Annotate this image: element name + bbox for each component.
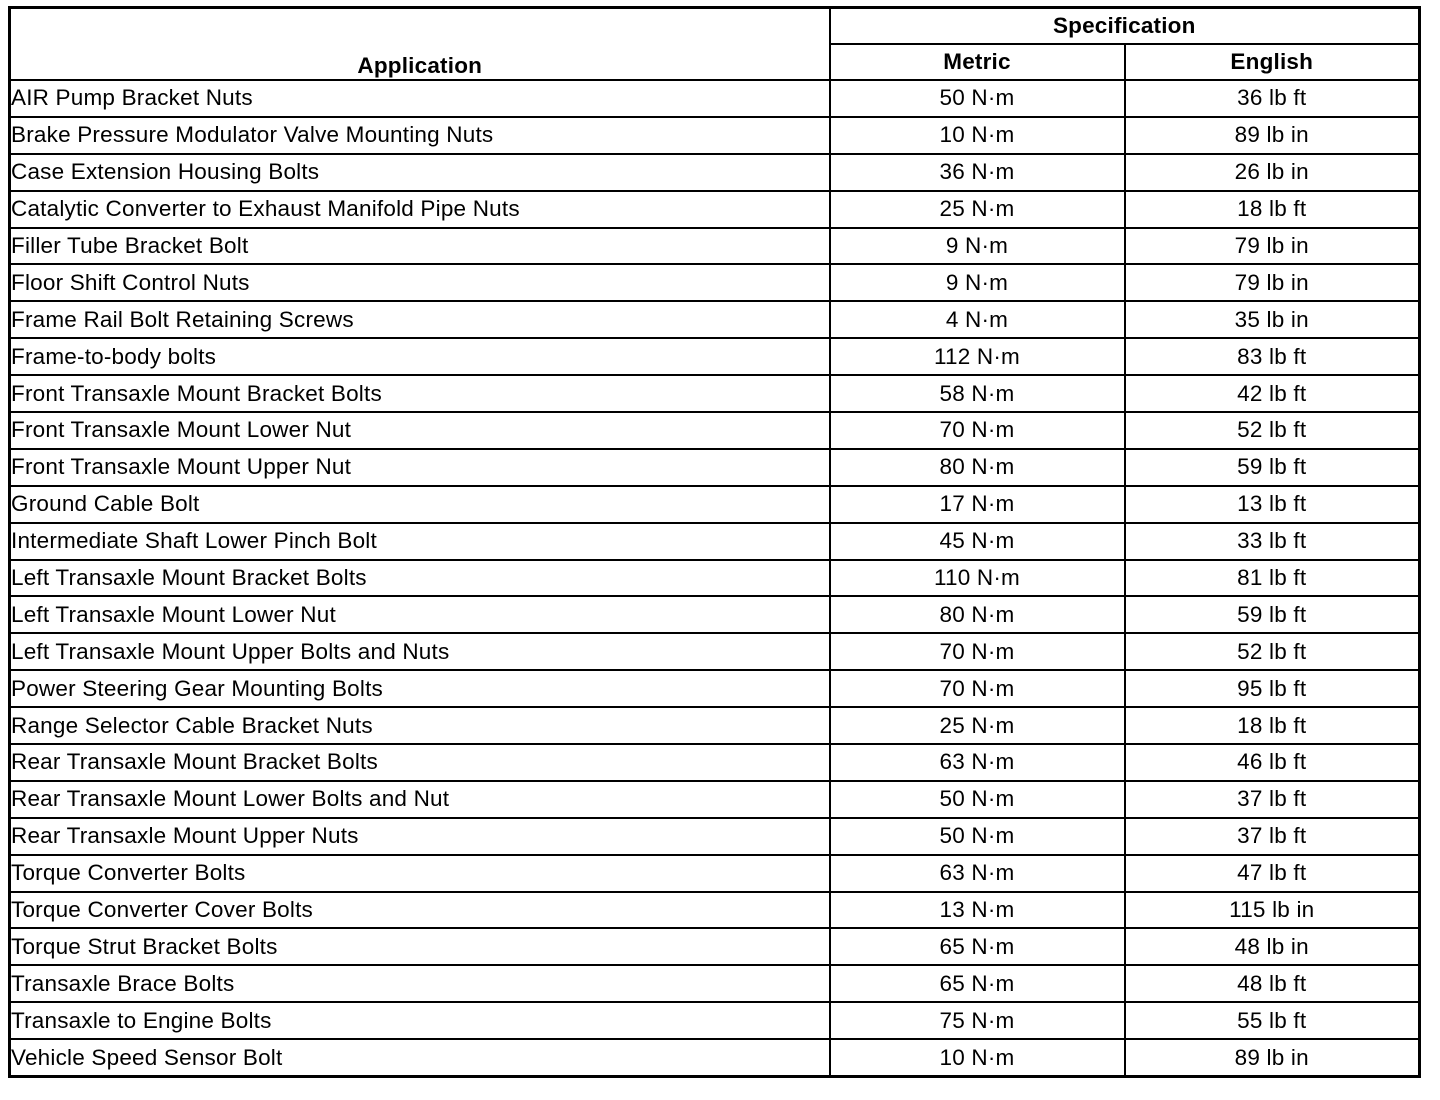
application-cell: Filler Tube Bracket Bolt [10, 228, 830, 265]
english-value-cell: 83 lb ft [1125, 338, 1420, 375]
english-value-cell: 35 lb in [1125, 301, 1420, 338]
table-row [10, 301, 1420, 338]
metric-value-cell: 10 N·m [830, 1039, 1125, 1076]
english-value-cell: 115 lb in [1125, 892, 1420, 929]
table-row [10, 486, 1420, 523]
application-cell: Floor Shift Control Nuts [10, 264, 830, 301]
english-value-cell: 37 lb ft [1125, 781, 1420, 818]
application-cell: Case Extension Housing Bolts [10, 154, 830, 191]
table-row [10, 560, 1420, 597]
application-cell: Power Steering Gear Mounting Bolts [10, 670, 830, 707]
english-value-cell: 42 lb ft [1125, 375, 1420, 412]
english-value-cell: 33 lb ft [1125, 523, 1420, 560]
english-value-cell: 48 lb in [1125, 928, 1420, 965]
table-row [10, 670, 1420, 707]
table-row [10, 375, 1420, 412]
metric-value-cell: 9 N·m [830, 264, 1125, 301]
metric-value-cell: 50 N·m [830, 80, 1125, 117]
metric-value-cell: 75 N·m [830, 1002, 1125, 1039]
application-cell: Catalytic Converter to Exhaust Manifold Pipe Nuts [10, 191, 830, 228]
table-row [10, 154, 1420, 191]
application-cell: Front Transaxle Mount Bracket Bolts [10, 375, 830, 412]
application-cell: Rear Transaxle Mount Upper Nuts [10, 818, 830, 855]
english-value-cell: 36 lb ft [1125, 80, 1420, 117]
table-row [10, 338, 1420, 375]
application-cell: Rear Transaxle Mount Lower Bolts and Nut [10, 781, 830, 818]
table-row [10, 228, 1420, 265]
table-row [10, 596, 1420, 633]
application-cell: Transaxle to Engine Bolts [10, 1002, 830, 1039]
english-value-cell: 55 lb ft [1125, 1002, 1420, 1039]
english-value-cell: 46 lb ft [1125, 744, 1420, 781]
application-cell: Vehicle Speed Sensor Bolt [10, 1039, 830, 1076]
metric-value-cell: 25 N·m [830, 191, 1125, 228]
table-row [10, 1002, 1420, 1039]
table-header [10, 8, 1420, 81]
metric-value-cell: 58 N·m [830, 375, 1125, 412]
metric-column-header: Metric [830, 44, 1125, 80]
application-cell: Torque Strut Bracket Bolts [10, 928, 830, 965]
application-column-header: Application [10, 8, 830, 81]
english-value-cell: 52 lb ft [1125, 412, 1420, 449]
table-row [10, 744, 1420, 781]
application-cell: Left Transaxle Mount Bracket Bolts [10, 560, 830, 597]
english-value-cell: 13 lb ft [1125, 486, 1420, 523]
metric-value-cell: 13 N·m [830, 892, 1125, 929]
metric-value-cell: 50 N·m [830, 818, 1125, 855]
application-cell: Front Transaxle Mount Upper Nut [10, 449, 830, 486]
application-cell: Front Transaxle Mount Lower Nut [10, 412, 830, 449]
english-value-cell: 26 lb in [1125, 154, 1420, 191]
application-cell: AIR Pump Bracket Nuts [10, 80, 830, 117]
application-cell: Left Transaxle Mount Lower Nut [10, 596, 830, 633]
metric-value-cell: 63 N·m [830, 744, 1125, 781]
metric-value-cell: 63 N·m [830, 855, 1125, 892]
metric-value-cell: 45 N·m [830, 523, 1125, 560]
table-row [10, 80, 1420, 117]
application-cell: Ground Cable Bolt [10, 486, 830, 523]
metric-value-cell: 50 N·m [830, 781, 1125, 818]
metric-value-cell: 65 N·m [830, 965, 1125, 1002]
english-value-cell: 37 lb ft [1125, 818, 1420, 855]
english-value-cell: 95 lb ft [1125, 670, 1420, 707]
english-value-cell: 81 lb ft [1125, 560, 1420, 597]
table-row [10, 781, 1420, 818]
metric-value-cell: 80 N·m [830, 449, 1125, 486]
application-cell: Torque Converter Bolts [10, 855, 830, 892]
metric-value-cell: 65 N·m [830, 928, 1125, 965]
table-row [10, 523, 1420, 560]
application-cell: Intermediate Shaft Lower Pinch Bolt [10, 523, 830, 560]
metric-value-cell: 112 N·m [830, 338, 1125, 375]
specification-group-header: Specification [830, 8, 1420, 45]
english-value-cell: 79 lb in [1125, 264, 1420, 301]
metric-value-cell: 70 N·m [830, 412, 1125, 449]
application-cell: Transaxle Brace Bolts [10, 965, 830, 1002]
metric-value-cell: 9 N·m [830, 228, 1125, 265]
english-value-cell: 89 lb in [1125, 117, 1420, 154]
english-value-cell: 79 lb in [1125, 228, 1420, 265]
application-cell: Torque Converter Cover Bolts [10, 892, 830, 929]
table-row [10, 117, 1420, 154]
english-column-header: English [1125, 44, 1420, 80]
application-cell: Brake Pressure Modulator Valve Mounting Nuts [10, 117, 830, 154]
table-row [10, 855, 1420, 892]
metric-value-cell: 25 N·m [830, 707, 1125, 744]
metric-value-cell: 10 N·m [830, 117, 1125, 154]
table-row [10, 449, 1420, 486]
english-value-cell: 59 lb ft [1125, 596, 1420, 633]
metric-value-cell: 70 N·m [830, 670, 1125, 707]
table-row [10, 412, 1420, 449]
metric-value-cell: 70 N·m [830, 633, 1125, 670]
header-row-top [10, 8, 1420, 45]
application-cell: Left Transaxle Mount Upper Bolts and Nuts [10, 633, 830, 670]
table-body [10, 80, 1420, 1077]
english-value-cell: 47 lb ft [1125, 855, 1420, 892]
metric-value-cell: 36 N·m [830, 154, 1125, 191]
table-row [10, 191, 1420, 228]
english-value-cell: 18 lb ft [1125, 707, 1420, 744]
table-row [10, 965, 1420, 1002]
table-row [10, 633, 1420, 670]
english-value-cell: 89 lb in [1125, 1039, 1420, 1076]
table-row [10, 264, 1420, 301]
table-row [10, 928, 1420, 965]
metric-value-cell: 110 N·m [830, 560, 1125, 597]
table-row [10, 892, 1420, 929]
application-cell: Frame-to-body bolts [10, 338, 830, 375]
table-row [10, 707, 1420, 744]
metric-value-cell: 17 N·m [830, 486, 1125, 523]
metric-value-cell: 80 N·m [830, 596, 1125, 633]
torque-spec-table [8, 6, 1421, 1078]
english-value-cell: 48 lb ft [1125, 965, 1420, 1002]
application-cell: Frame Rail Bolt Retaining Screws [10, 301, 830, 338]
application-cell: Range Selector Cable Bracket Nuts [10, 707, 830, 744]
torque-spec-sheet [8, 6, 1421, 1078]
metric-value-cell: 4 N·m [830, 301, 1125, 338]
table-row [10, 818, 1420, 855]
english-value-cell: 52 lb ft [1125, 633, 1420, 670]
english-value-cell: 59 lb ft [1125, 449, 1420, 486]
english-value-cell: 18 lb ft [1125, 191, 1420, 228]
table-row [10, 1039, 1420, 1076]
application-cell: Rear Transaxle Mount Bracket Bolts [10, 744, 830, 781]
